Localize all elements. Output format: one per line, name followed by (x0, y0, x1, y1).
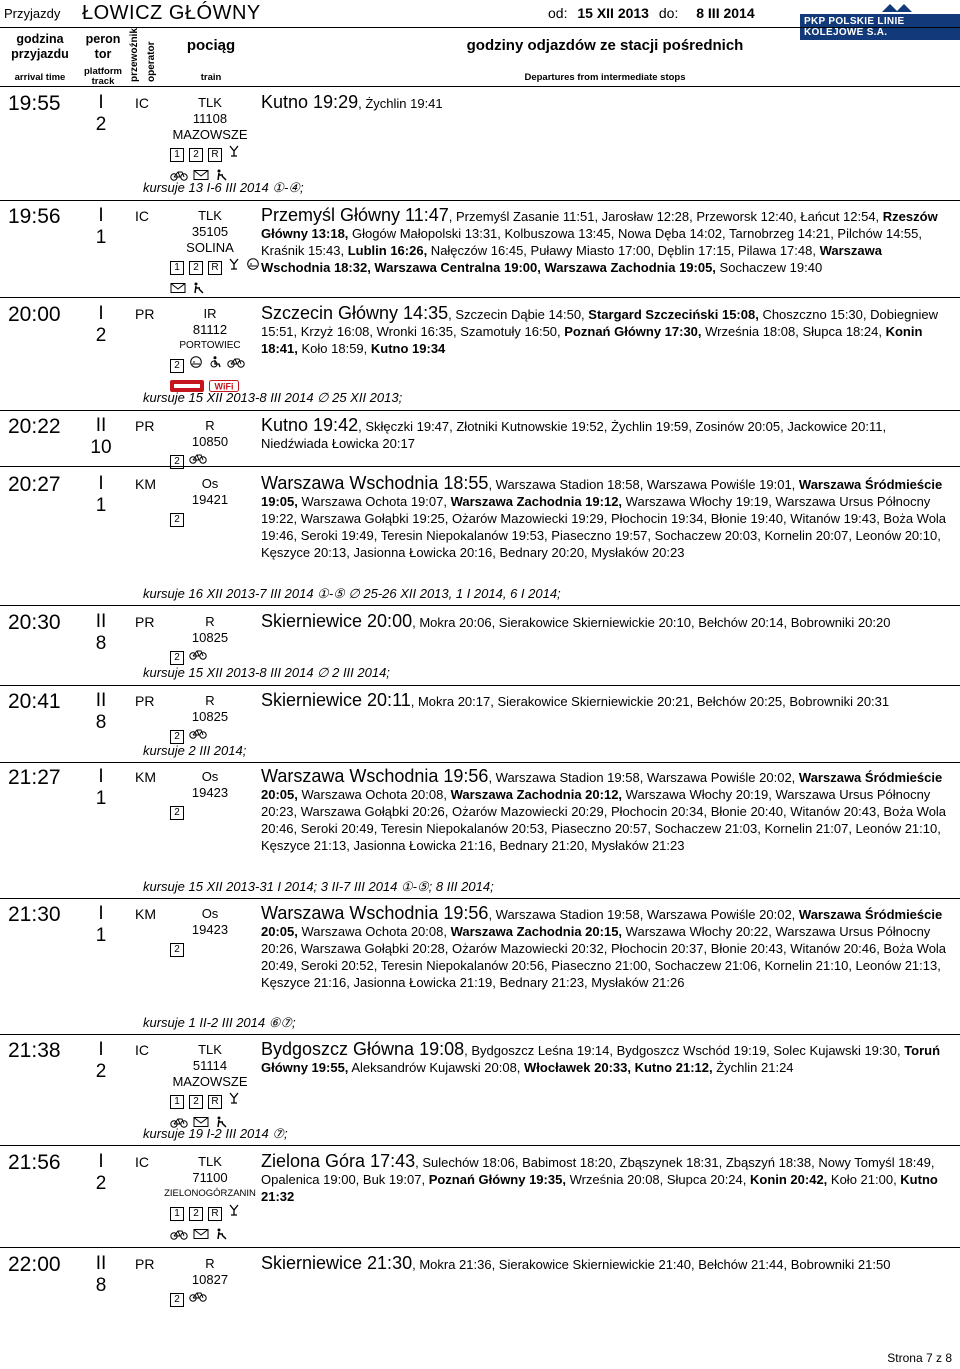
carrier: PR (135, 418, 155, 434)
carrier: PR (135, 1256, 155, 1272)
train-category: TLK (198, 95, 222, 110)
bicycle-icon (170, 1227, 188, 1245)
arrival-time: 19:56 (8, 205, 61, 228)
reservation-icon: R (208, 257, 222, 275)
arrival-time: 21:30 (8, 903, 61, 926)
train-number: 19421 (191, 492, 229, 507)
running-days: kursuje 15 XII 2013-8 III 2014 ∅ 2 III 2014; (143, 665, 390, 680)
carrier: PR (135, 693, 155, 709)
running-days: kursuje 13 I-6 III 2014 ①-④; (143, 180, 304, 195)
running-days: kursuje 2 III 2014; (143, 743, 247, 758)
sleeper-icon (189, 355, 203, 373)
carrier: IC (135, 1154, 149, 1170)
train-name: MAZOWSZE (172, 1074, 248, 1089)
intermediate-stops: Skierniewice 20:11, Mokra 20:17, Sierakowice Skierniewickie 20:21, Bełchów 20:25, Bobrowniki 20:31 (261, 690, 890, 710)
intermediate-stops: Warszawa Wschodnia 19:56, Warszawa Stadion 19:58, Warszawa Powiśle 20:02, Warszawa Śródmieście 20:05, Warszawa Ochota 20:08, Warszawa Zachodnia 20:12, Warszawa Włochy 20:19, Warszawa Ursus Północny 20:23, Warszawa Gołąbki 20:26, Ożarów Mazowiecki 20:29, Płochocin 20:34, Błonie 20:40, Witanów 20:43, Boża Wola 20:46, Seroki 20:49, Teresin Niepokalanów 20:53, Piaseczno 20:57, Sochaczew 21:03, Kornelin 21:07, Leonów 21:10, Kęszyce 21:13, Jasionna Łowicka 21:16, Bednary 21:20, Mysłaków 21:23 (261, 766, 947, 853)
train-category: R (205, 1256, 215, 1271)
train-name: PORTOWIEC (179, 340, 241, 351)
row-divider (0, 685, 960, 686)
intermediate-stops: Warszawa Wschodnia 19:56, Warszawa Stadion 19:58, Warszawa Powiśle 20:02, Warszawa Śródmieście 20:05, Warszawa Ochota 20:08, Warszawa Zachodnia 20:15, Warszawa Włochy 20:22, Warszawa Ursus Północny 20:26, Warszawa Gołąbki 20:28, Ożarów Mazowiecki 20:32, Płochocin 20:37, Błonie 20:43, Witanów 20:46, Boża Wola 20:49, Seroki 20:52, Teresin Niepokalanów 20:56, Piaseczno 21:00, Sochaczew 21:06, Kornelin 21:10, Leonów 21:13, Kęszyce 21:16, Jasionna Łowicka 21:19, Bednary 21:23, Mysłaków 21:26 (261, 903, 947, 990)
track: 8 (95, 1275, 107, 1296)
carrier: KM (135, 476, 156, 492)
platform: II (95, 1253, 107, 1274)
wheelchair-icon (208, 355, 222, 373)
class-2-icon: 2 (189, 1203, 203, 1221)
do-date: 8 III 2014 (696, 5, 755, 21)
train-amenities (170, 939, 260, 957)
train-number: 35105 (191, 224, 229, 239)
pkp-logo-icon (880, 2, 920, 14)
bar-icon (227, 1203, 241, 1221)
col-time-pl: godzina przyjazdu (11, 32, 69, 61)
train-amenities (170, 1289, 260, 1307)
intermediate-stops: Kutno 19:42, Skłęczki 19:47, Złotniki Kutnowskie 19:52, Żychlin 19:59, Zosinów 20:05, Jackowice 20:11, Niedźwiada Łowicka 20:17 (261, 415, 887, 451)
class-2-icon: 2 (170, 939, 184, 957)
row-divider (0, 200, 960, 201)
train-category: Os (201, 906, 219, 921)
carrier: IC (135, 208, 149, 224)
bicycle-icon (227, 355, 245, 373)
track: 2 (95, 114, 107, 135)
track: 2 (95, 1173, 107, 1194)
intermediate-stops: Skierniewice 21:30, Mokra 21:36, Sierakowice Skierniewickie 21:40, Bełchów 21:44, Bobrowniki 21:50 (261, 1253, 891, 1273)
arrival-time: 20:41 (8, 690, 61, 713)
platform: II (95, 611, 107, 632)
train-number: 19423 (191, 922, 229, 937)
platform: II (95, 690, 107, 711)
class-1-icon: 1 (170, 1091, 184, 1109)
reservation-icon: R (208, 1203, 222, 1221)
col-train-en: train (200, 72, 222, 83)
train-amenities (170, 257, 260, 299)
bar-icon (227, 144, 241, 162)
train-number: 10825 (191, 709, 229, 724)
train-category: TLK (198, 208, 222, 223)
col-time (4, 32, 76, 62)
columns-rule (0, 86, 960, 87)
train-number: 11108 (192, 111, 228, 126)
platform: I (98, 303, 104, 324)
running-days: kursuje 15 XII 2013-8 III 2014 ∅ 25 XII 2013; (143, 390, 403, 405)
train-number: 51114 (192, 1058, 228, 1073)
row-divider (0, 410, 960, 411)
carrier: PR (135, 306, 155, 322)
col-track (80, 32, 126, 62)
class-1-icon: 1 (170, 1203, 184, 1221)
track: 1 (95, 788, 107, 809)
validity-dates (548, 5, 755, 21)
track: 1 (95, 925, 107, 946)
platform: I (98, 1039, 104, 1060)
col-carrier-en: operator (146, 41, 157, 82)
carrier: PR (135, 614, 155, 630)
train-amenities (170, 1203, 260, 1245)
col-stops-pl: godziny odjazdów ze stacji pośrednich (466, 37, 744, 54)
carrier: KM (135, 769, 156, 785)
sleeper-icon (246, 257, 260, 275)
train-amenities (170, 726, 260, 744)
od-label: od: (548, 5, 568, 21)
arrival-time: 21:38 (8, 1039, 61, 1062)
pkp-brand: PKP POLSKIE LINIE KOLEJOWE S.A. (800, 14, 960, 40)
running-days: kursuje 1 II-2 III 2014 ⑥⑦; (143, 1015, 296, 1030)
col-time-en: arrival time (14, 72, 66, 83)
row-divider (0, 1034, 960, 1035)
bicycle-icon (189, 726, 207, 744)
arrivals-label: Przyjazdy (4, 6, 61, 21)
class-2-icon: 2 (170, 647, 184, 665)
bicycle-icon (189, 647, 207, 665)
row-divider (0, 1145, 960, 1146)
train-category: Os (201, 769, 219, 784)
train-number: 10825 (191, 630, 229, 645)
train-number: 81112 (192, 322, 228, 337)
class-2-icon: 2 (170, 802, 184, 820)
reservation-icon: R (208, 1091, 222, 1109)
track: 10 (90, 437, 112, 458)
class-2-icon: 2 (189, 144, 203, 162)
intermediate-stops: Bydgoszcz Główna 19:08, Bydgoszcz Leśna 19:14, Bydgoszcz Wschód 19:19, Solec Kujawski 19:30, Toruń Główny 19:55, Aleksandrów Kujawski 20:08, Włocławek 20:33, Kutno 21:12, Żychlin 21:24 (261, 1039, 941, 1075)
col-track-pl: peron tor (85, 32, 121, 61)
track: 8 (95, 712, 107, 733)
train-category: R (205, 693, 215, 708)
header-rule (0, 27, 960, 28)
platform: II (95, 415, 107, 436)
bar-icon (227, 1091, 241, 1109)
running-days: kursuje 19 I-2 III 2014 ⑦; (143, 1126, 288, 1141)
intermediate-stops: Zielona Góra 17:43, Sulechów 18:06, Babimost 18:20, Zbąszynek 18:31, Zbąszyń 18:38, Nowy Tomyśl 18:49, Opalenica 19:00, Buk 19:07, Poznań Główny 19:35, Września 20:08, Słupca 20:24, Konin 20:42, Koło 21:00, Kutno 21:32 (261, 1151, 938, 1204)
arrival-time: 20:27 (8, 473, 61, 496)
carrier: IC (135, 95, 149, 111)
train-amenities (170, 647, 260, 665)
arrival-time: 19:55 (8, 92, 61, 115)
row-divider (0, 466, 960, 467)
train-category: R (205, 418, 215, 433)
class-2-icon: 2 (170, 509, 184, 527)
class-2-icon: 2 (189, 257, 203, 275)
train-category: Os (201, 476, 219, 491)
running-days: kursuje 16 XII 2013-7 III 2014 ①-⑤ ∅ 25-26 XII 2013, 1 I 2014, 6 I 2014; (143, 586, 561, 601)
col-track-en: platform track (84, 66, 122, 87)
page-number: Strona 7 z 8 (887, 1351, 952, 1365)
col-stops-en: Departures from intermediate stops (524, 72, 686, 83)
class-1-icon: 1 (170, 257, 184, 275)
intermediate-stops: Szczecin Główny 14:35, Szczecin Dąbie 14:50, Stargard Szczeciński 15:08, Choszczno 15:30, Dobiegniew 15:51, Krzyż 16:08, Wronki 16:35, Szamotuły 16:50, Poznań Główny 17:30, Września 18:08, Słupca 18:24, Konin 18:41, Koło 18:59, Kutno 19:34 (261, 303, 939, 356)
track: 1 (95, 227, 107, 248)
row-divider (0, 1247, 960, 1248)
track: 1 (95, 495, 107, 516)
od-date: 15 XII 2013 (577, 5, 649, 21)
luggage-icon (214, 1227, 228, 1245)
arrival-time: 20:00 (8, 303, 61, 326)
platform: I (98, 1151, 104, 1172)
col-carrier-pl: przewoźnik (129, 28, 140, 82)
intermediate-stops: Kutno 19:29, Żychlin 19:41 (261, 92, 443, 112)
platform: I (98, 92, 104, 113)
train-category: TLK (198, 1154, 222, 1169)
col-train-pl: pociąg (186, 37, 236, 54)
class-2-icon: 2 (189, 1091, 203, 1109)
intermediate-stops: Przemyśl Główny 11:47, Przemyśl Zasanie 11:51, Jarosław 12:28, Przeworsk 12:40, Łańcut 12:54, Rzeszów Główny 13:18, Głogów Małopolski 13:31, Kolbuszowa 13:45, Nowa Dęba 14:02, Tarnobrzeg 14:21, Pilchów 14:55, Kraśnik 15:43, Lublin 16:26, Nałęczów 16:45, Puławy Miasto 17:00, Dęblin 17:15, Pilawa 17:48, Warszawa Wschodnia 18:32, Warszawa Centralna 19:00, Warszawa Zachodnia 19:05, Sochaczew 19:40 (261, 205, 938, 275)
row-divider (0, 605, 960, 606)
svg-text:WiFi: WiFi (214, 381, 234, 392)
carrier: KM (135, 906, 156, 922)
class-2-icon: 2 (170, 451, 184, 469)
track: 8 (95, 633, 107, 654)
class-2-icon: 2 (170, 726, 184, 744)
train-category: TLK (198, 1042, 222, 1057)
intermediate-stops: Skierniewice 20:00, Mokra 20:06, Sierakowice Skierniewickie 20:10, Bełchów 20:14, Bobrowniki 20:20 (261, 611, 891, 631)
intermediate-stops: Warszawa Wschodnia 18:55, Warszawa Stadion 18:58, Warszawa Powiśle 19:01, Warszawa Śródmieście 19:05, Warszawa Ochota 19:07, Warszawa Zachodnia 19:12, Warszawa Włochy 19:19, Warszawa Ursus Północny 19:22, Warszawa Gołąbki 19:25, Ożarów Mazowiecki 19:29, Płochocin 19:34, Błonie 19:40, Witanów 19:43, Boża Wola 19:46, Seroki 19:49, Teresin Niepokalanów 19:53, Piaseczno 19:57, Sochaczew 20:03, Kornelin 20:07, Leonów 20:10, Kęszyce 20:13, Jasionna Łowicka 20:16, Bednary 20:20, Mysłaków 20:23 (261, 473, 947, 560)
track: 2 (95, 325, 107, 346)
bicycle-icon (189, 1289, 207, 1307)
platform: I (98, 473, 104, 494)
arrival-time: 21:56 (8, 1151, 61, 1174)
bar-icon (227, 257, 241, 275)
platform: I (98, 205, 104, 226)
row-divider (0, 898, 960, 899)
train-amenities (170, 509, 260, 527)
track: 2 (95, 1061, 107, 1082)
row-divider (0, 762, 960, 763)
arrival-time: 20:30 (8, 611, 61, 634)
class-2-icon: 2 (170, 1289, 184, 1307)
running-days: kursuje 15 XII 2013-31 I 2014; 3 II-7 III 2014 ①-⑤; 8 III 2014; (143, 879, 494, 894)
train-name: SOLINA (186, 240, 234, 255)
station-name: ŁOWICZ GŁÓWNY (82, 2, 261, 24)
carrier: IC (135, 1042, 149, 1058)
train-category: R (205, 614, 215, 629)
train-number: 10827 (191, 1272, 229, 1287)
do-label: do: (658, 5, 679, 21)
arrival-time: 22:00 (8, 1253, 61, 1276)
platform: I (98, 903, 104, 924)
row-divider (0, 297, 960, 298)
class-2-icon: 2 (170, 355, 184, 373)
train-number: 10850 (191, 434, 229, 449)
arrival-time: 20:22 (8, 415, 61, 438)
class-1-icon: 1 (170, 144, 184, 162)
train-name: ZIELONOGÓRZANIN (164, 1188, 256, 1199)
mail-icon (193, 1227, 209, 1245)
train-number: 71100 (192, 1170, 228, 1185)
train-name: MAZOWSZE (172, 127, 248, 142)
reservation-icon: R (208, 144, 222, 162)
train-amenities (170, 802, 260, 820)
train-number: 19423 (191, 785, 229, 800)
train-category: IR (203, 306, 217, 321)
arrival-time: 21:27 (8, 766, 61, 789)
platform: I (98, 766, 104, 787)
